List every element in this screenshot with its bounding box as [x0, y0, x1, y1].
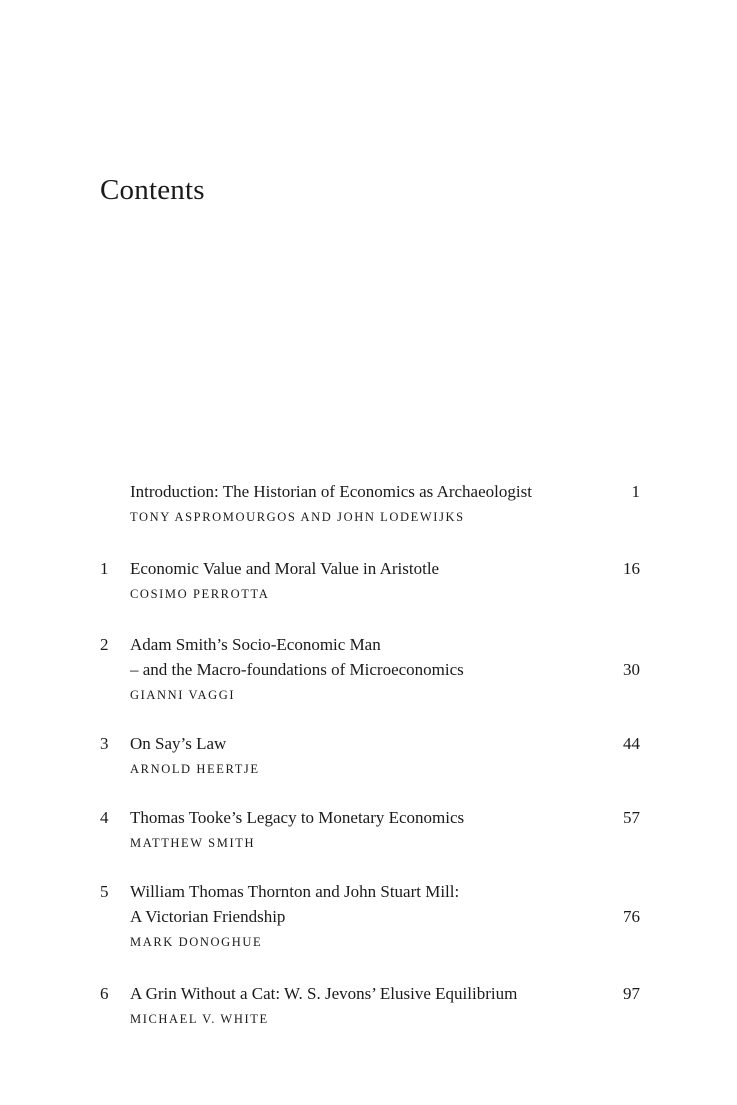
chapter-author: ARNOLD HEERTJE [130, 762, 260, 776]
page-number: 1 [631, 482, 640, 501]
chapter-author: TONY ASPROMOURGOS AND JOHN LODEWIJKS [130, 510, 465, 524]
chapter-title[interactable] [130, 807, 600, 829]
chapter-author: COSIMO PERROTTA [130, 587, 270, 601]
chapter-title[interactable] [130, 481, 600, 503]
page-number: 16 [623, 559, 640, 578]
chapter-author: GIANNI VAGGI [130, 688, 236, 702]
chapter-title-line: Introduction: The Historian of Economics as Archaeologist [130, 482, 532, 501]
chapter-title-line: – and the Macro-foundations of Microeconomics [130, 660, 464, 679]
chapter-number: 6 [100, 984, 109, 1003]
chapter-number: 3 [100, 734, 109, 753]
chapter-number: 2 [100, 635, 109, 654]
chapter-number: 4 [100, 808, 109, 827]
chapter-title-line: A Victorian Friendship [130, 907, 286, 926]
page-number: 57 [623, 808, 640, 827]
chapter-number: 5 [100, 882, 109, 901]
page-number: 76 [623, 907, 640, 926]
chapter-author: MATTHEW SMITH [130, 836, 256, 850]
chapter-title-line: A Grin Without a Cat: W. S. Jevons’ Elusive Equilibrium [130, 984, 518, 1003]
chapter-title-line: Adam Smith’s Socio-Economic Man [130, 635, 381, 654]
chapter-title[interactable] [130, 733, 600, 755]
chapter-author: MICHAEL V. WHITE [130, 1012, 269, 1026]
page-number: 97 [623, 984, 640, 1003]
chapter-title[interactable] [130, 634, 600, 681]
chapter-title-line: On Say’s Law [130, 734, 227, 753]
page-title: Contents [100, 174, 205, 206]
chapter-title-line: Economic Value and Moral Value in Aristotle [130, 559, 440, 578]
page-number: 44 [623, 734, 640, 753]
chapter-title[interactable] [130, 558, 600, 580]
chapter-author: MARK DONOGHUE [130, 935, 263, 949]
chapter-title[interactable] [130, 983, 600, 1005]
chapter-title[interactable] [130, 881, 600, 928]
chapter-title-line: William Thomas Thornton and John Stuart Mill: [130, 882, 460, 901]
chapter-number: 1 [100, 559, 109, 578]
page-number: 30 [623, 660, 640, 679]
chapter-title-line: Thomas Tooke’s Legacy to Monetary Economics [130, 808, 465, 827]
